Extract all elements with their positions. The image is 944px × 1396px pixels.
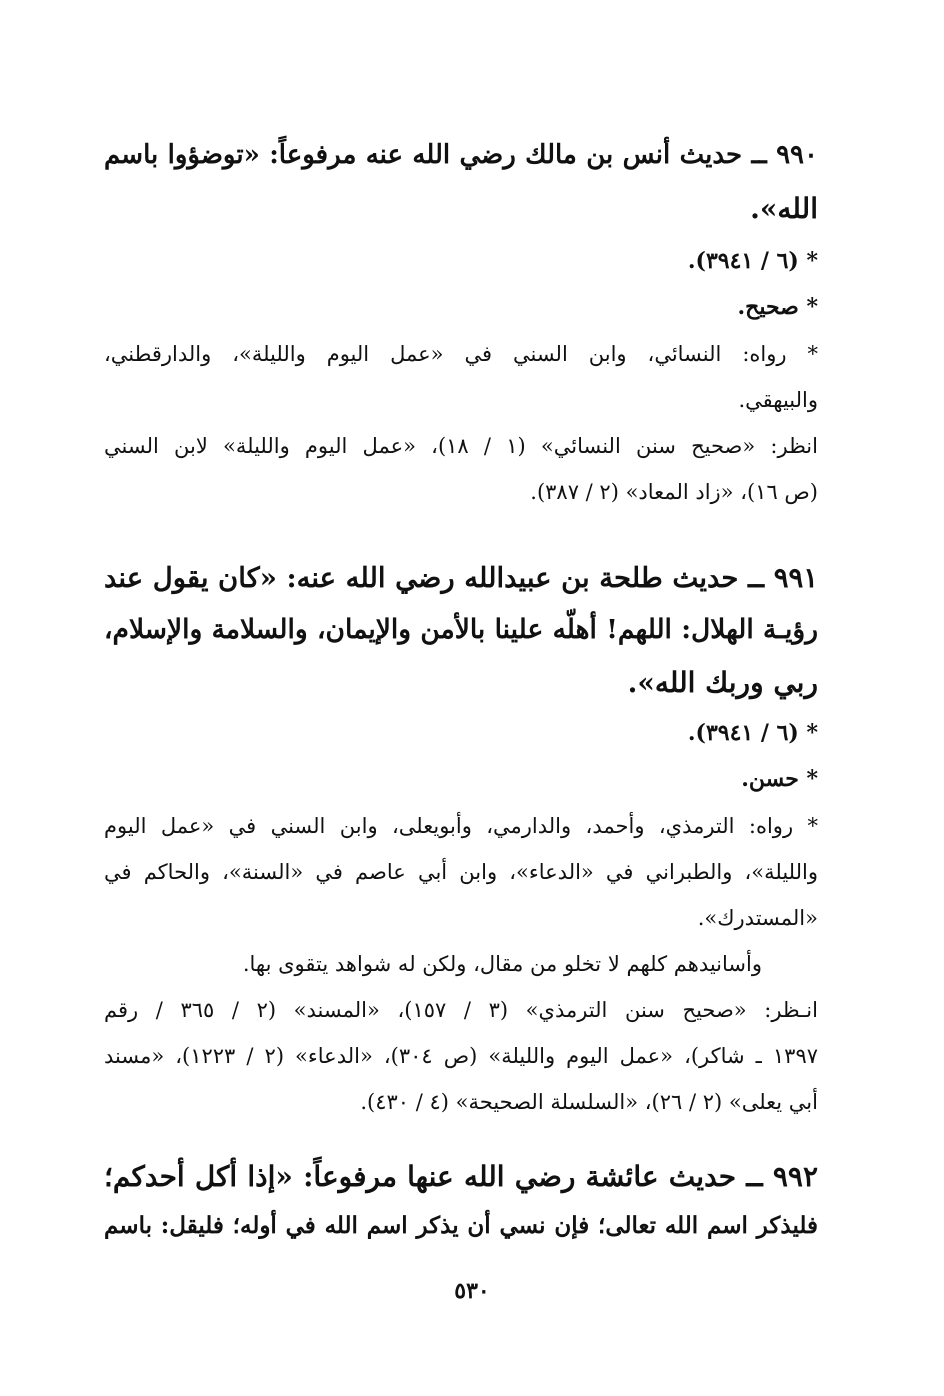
hadith-991-see-line-3: أبي يعلى» (٢ / ٢٦)، «السلسلة الصحيحة» (٤ / ٤٣٠).: [360, 1090, 818, 1114]
hadith-991-grade: * حسن.: [741, 766, 818, 792]
hadith-990-reference: * (٦ / ٣٩٤١).: [687, 248, 818, 274]
hadith-991-heading-line-1: ٩٩١ ــ حديث طلحة بن عبيدالله رضي الله عنه: «كان يقول عند: [104, 562, 818, 594]
hadith-990-see-line-1: انظر: «صحيح سنن النسائي» (١ / ١٨)، «عمل اليوم والليلة» لابن السني: [104, 434, 818, 458]
hadith-991-narrators-line-1: * رواه: الترمذي، وأحمد، والدارمي، وأبويعلى، وابن السني في «عمل اليوم: [104, 814, 818, 838]
page-number: ٥٣٠: [454, 1278, 490, 1304]
hadith-991-reference: * (٦ / ٣٩٤١).: [687, 720, 818, 746]
hadith-990-grade: * صحيح.: [737, 294, 818, 320]
hadith-992-heading-line-2: فليذكر اسم الله تعالى؛ فإن نسي أن يذكر اسم الله في أوله؛ فليقل: باسم: [104, 1212, 818, 1239]
hadith-991-narrators-line-2: والليلة»، والطبراني في «الدعاء»، وابن أبي عاصم في «السنة»، والحاكم في: [104, 860, 818, 884]
hadith-991-note: وأسانيدهم كلهم لا تخلو من مقال، ولكن له شواهد يتقوى بها.: [242, 952, 762, 976]
hadith-991-see-line-1: انـظر: «صحيح سنن الترمذي» (٣ / ١٥٧)، «المسند» (٢ / ٣٦٥ / رقم: [104, 998, 818, 1022]
hadith-990-heading-line-2: الله».: [750, 192, 818, 225]
hadith-990-narrators-line-1: * رواه: النسائي، وابن السني في «عمل اليوم والليلة»، والدارقطني،: [104, 342, 818, 366]
hadith-990-heading-line-1: ٩٩٠ ــ حديث أنس بن مالك رضي الله عنه مرفوعاً: «توضؤوا باسم: [104, 140, 818, 170]
hadith-990-narrators-line-2: والبيهقي.: [738, 388, 818, 412]
hadith-992-heading-line-1: ٩٩٢ ــ حديث عائشة رضي الله عنها مرفوعاً: «إذا أكل أحدكم؛: [104, 1160, 818, 1193]
hadith-991-heading-line-2: رؤيـة الهلال: اللهم! أهلّه علينا بالأمن والإيمان، والسلامة والإسلام،: [104, 614, 818, 645]
hadith-991-heading-line-3: ربي وربك الله».: [627, 666, 818, 699]
hadith-991-see-line-2: ١٣٩٧ ـ شاكر)، «عمل اليوم والليلة» (ص ٣٠٤)، «الدعاء» (٢ / ١٢٢٣)، «مسند: [104, 1044, 819, 1068]
hadith-991-narrators-line-3: «المستدرك».: [697, 906, 818, 930]
hadith-990-see-line-2: (ص ١٦)، «زاد المعاد» (٢ / ٣٨٧).: [530, 480, 818, 504]
